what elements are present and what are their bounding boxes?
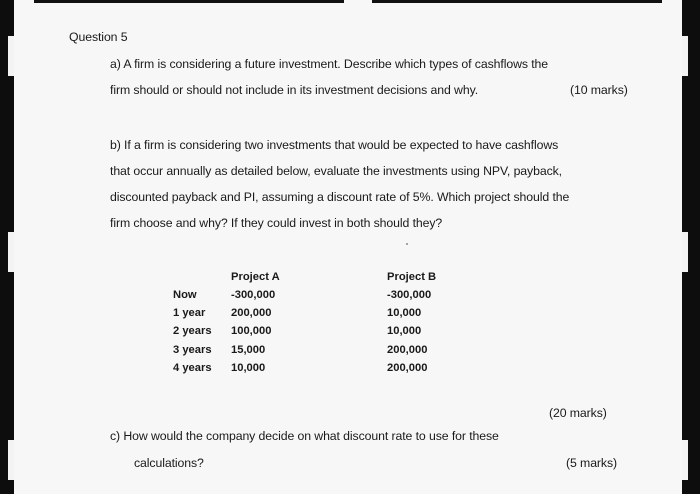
part-a-line-1: a) A firm is considering a future investment. Describe which types of cashflows the — [110, 57, 549, 71]
table-project-b-cell: 10,000 — [387, 325, 422, 337]
table-project-a-cell: 200,000 — [231, 307, 272, 319]
table-project-b-cell: 200,000 — [387, 362, 428, 374]
table-header-project-b: Project B — [387, 271, 437, 283]
part-b-line-1: b) If a firm is considering two investments that would be expected to have cashflows — [110, 138, 559, 152]
border-notch — [8, 232, 14, 272]
part-b-line-2: that occur annually as detailed below, evaluate the investments using NPV, payback, — [110, 164, 562, 178]
photo-border-right — [682, 0, 700, 494]
photo-border-left — [0, 0, 14, 494]
table-period-cell: 1 year — [173, 307, 206, 319]
table-period-cell: 2 years — [173, 325, 212, 337]
border-notch — [8, 440, 14, 480]
table-period-cell: 3 years — [173, 344, 212, 356]
question-title: Question 5 — [69, 30, 128, 44]
part-c-line-1: c) How would the company decide on what discount rate to use for these — [110, 429, 499, 443]
part-c-marks: (5 marks) — [566, 456, 618, 470]
border-notch — [682, 440, 688, 480]
table-header-project-a: Project A — [231, 271, 280, 283]
border-notch — [8, 36, 14, 76]
part-b-marks: (20 marks) — [549, 406, 607, 420]
table-project-a-cell: -300,000 — [231, 289, 276, 301]
part-a-line-2: firm should or should not include in its investment decisions and why. — [110, 83, 479, 97]
table-period-cell: 4 years — [173, 362, 212, 374]
table-project-a-cell: 100,000 — [231, 325, 272, 337]
part-c-line-2: calculations? — [134, 456, 204, 470]
border-notch — [682, 232, 688, 272]
speck — [406, 243, 408, 245]
document-page — [14, 0, 682, 494]
part-b-line-3: discounted payback and PI, assuming a discount rate of 5%. Which project should the — [110, 190, 570, 204]
top-rule-right — [372, 0, 662, 3]
top-rule-left — [34, 0, 344, 3]
border-notch — [682, 36, 688, 76]
table-project-b-cell: -300,000 — [387, 289, 432, 301]
table-project-b-cell: 200,000 — [387, 344, 428, 356]
part-a-marks: (10 marks) — [570, 83, 628, 97]
table-project-a-cell: 15,000 — [231, 344, 266, 356]
table-period-cell: Now — [173, 289, 197, 301]
part-b-line-4: firm choose and why? If they could invest in both should they? — [110, 216, 443, 230]
table-project-a-cell: 10,000 — [231, 362, 266, 374]
table-project-b-cell: 10,000 — [387, 307, 422, 319]
